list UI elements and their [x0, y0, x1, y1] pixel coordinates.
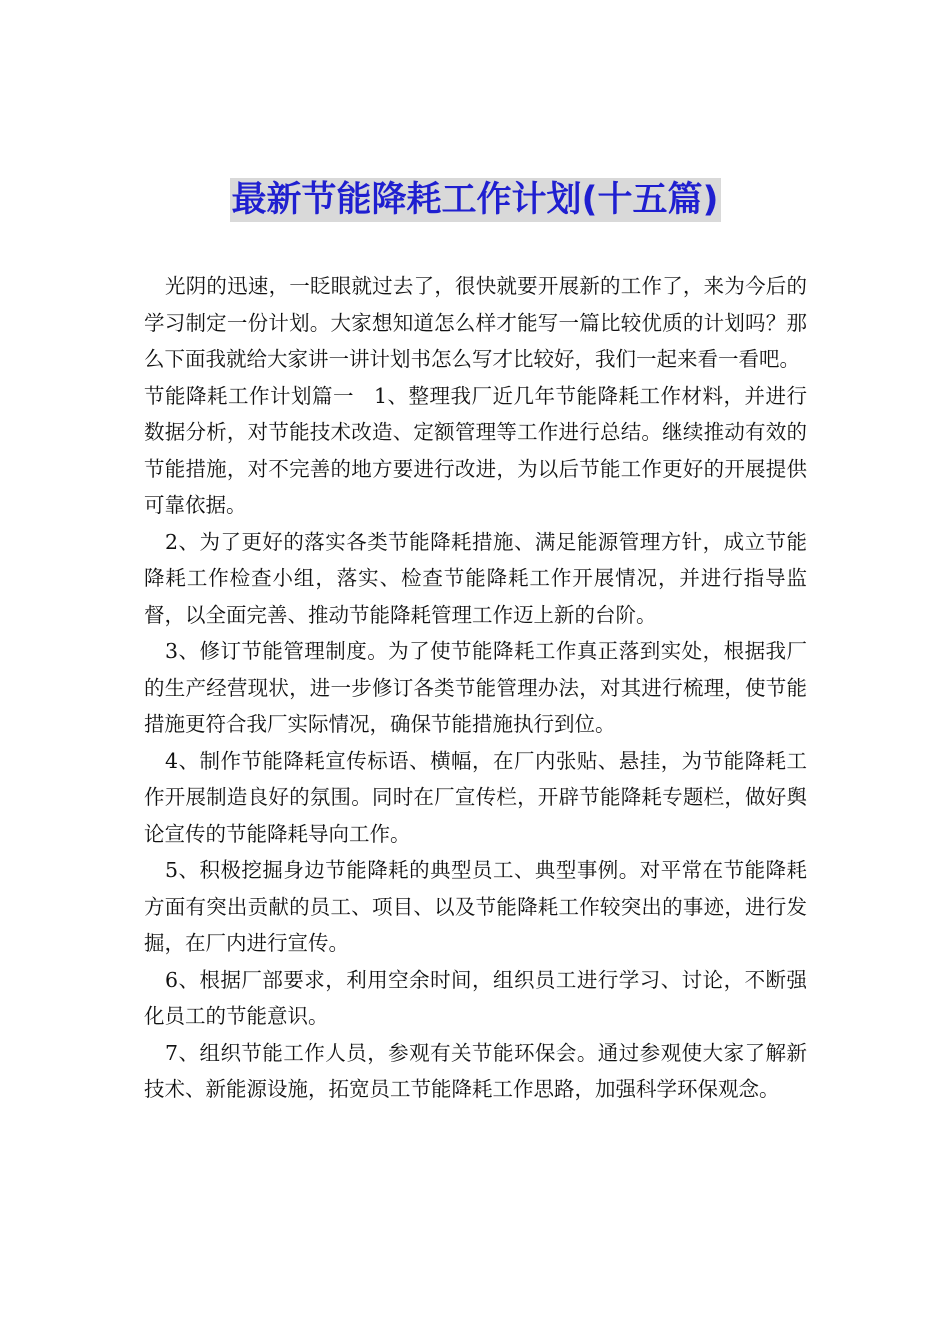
list-item-7: 7、组织节能工作人员，参观有关节能环保会。通过参观使大家了解新技术、新能源设施，拓宽员工节能降耗工作思路，加强科学环保观念。	[144, 1040, 807, 1101]
document-body	[144, 268, 807, 1108]
list-item-2: 2、为了更好的落实各类节能降耗措施、满足能源管理方针，成立节能降耗工作检查小组，落实、检查节能降耗工作开展情况，并进行指导监督，以全面完善、推动节能降耗管理工作迈上新的台阶。	[144, 529, 807, 627]
page-title: 最新节能降耗工作计划(十五篇)	[231, 180, 719, 220]
list-item-3: 3、修订节能管理制度。为了使节能降耗工作真正落到实处，根据我厂的生产经营现状，进一步修订各类节能管理办法，对其进行梳理，使节能措施更符合我厂实际情况，确保节能措施执行到位。	[144, 639, 807, 736]
title-container	[0, 178, 950, 222]
list-item-1: 1、整理我厂近几年节能降耗工作材料，并进行数据分析，对节能技术改造、定额管理等工作进行总结。继续推动有效的节能措施，对不完善的地方要进行改进，为以后节能工作更好的开展提供可靠依据。	[144, 383, 807, 517]
list-item-5: 5、积极挖掘身边节能降耗的典型员工、典型事例。对平常在节能降耗方面有突出贡献的员工、项目、以及节能降耗工作较突出的事迹，进行发掘，在厂内进行宣传。	[144, 858, 807, 955]
section-first-paragraph	[144, 378, 807, 524]
section-heading: 节能降耗工作计划篇一	[144, 383, 354, 408]
intro-paragraph: 光阴的迅速，一眨眼就过去了，很快就要开展新的工作了，来为今后的学习制定一份计划。大家想知道怎么样才能写一篇比较优质的计划吗？那么下面我就给大家讲一讲计划书怎么写才比较好，我们一起来看一看吧。	[144, 274, 807, 371]
list-item-6: 6、根据厂部要求，利用空余时间，组织员工进行学习、讨论，不断强化员工的节能意识。	[144, 967, 807, 1028]
list-item-4: 4、制作节能降耗宣传标语、横幅，在厂内张贴、悬挂，为节能降耗工作开展制造良好的氛围。同时在厂宣传栏，开辟节能降耗专题栏，做好舆论宣传的节能降耗导向工作。	[144, 748, 807, 846]
